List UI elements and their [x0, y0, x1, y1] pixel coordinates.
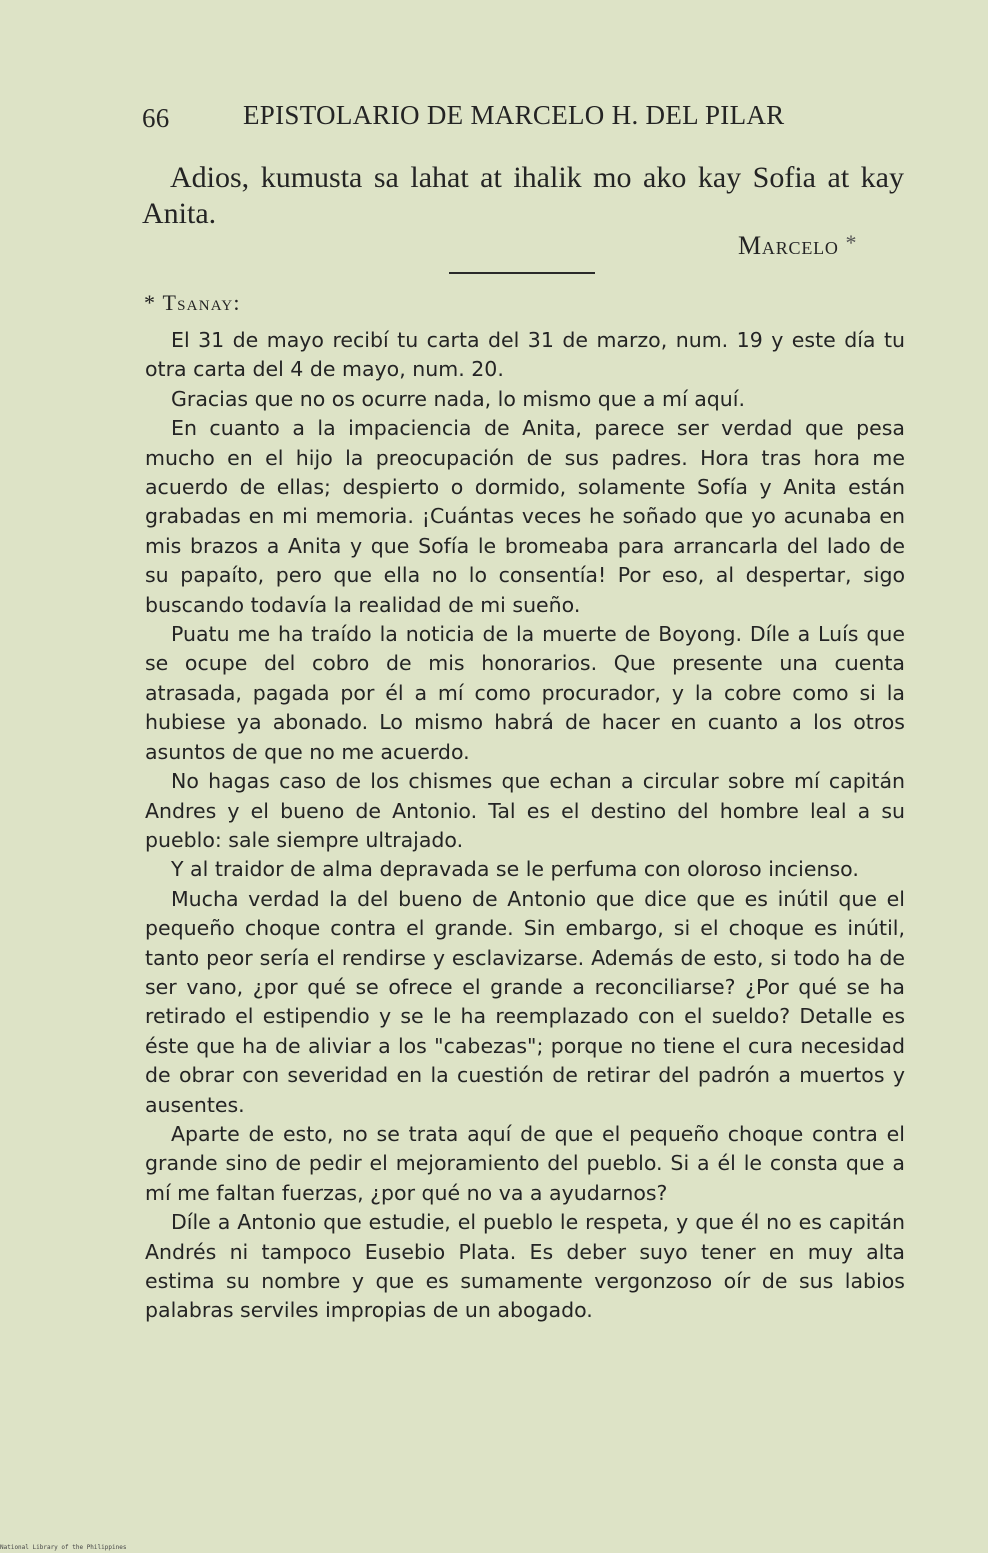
- letter-closing: Adios, kumusta sa lahat at ihalik mo ako kay Sofia at kay Anita.: [142, 161, 904, 230]
- paragraph: Gracias que no os ocurre nada, lo mismo que a mí aquí.: [171, 386, 745, 411]
- paragraph: Aparte de esto, no se trata aquí de que el pequeño choque contra el grande sino de pedir el mejoramiento del pueblo. Si a él le consta que a mí me faltan fuerzas, ¿por qué no va a ayudarnos?: [145, 1121, 905, 1205]
- signature: [738, 230, 857, 261]
- page-number: 66: [142, 103, 170, 133]
- footnote-asterisk: *: [845, 230, 858, 255]
- paragraph: No hagas caso de los chismes que echan a circular sobre mí capitán Andres y el bueno de Antonio. Tal es el destino del hombre leal a su pueblo: sale siempre ultrajado.: [145, 769, 905, 852]
- paragraph: Mucha verdad la del bueno de Antonio que dice que es inútil que el pequeño choque contra el grande. Sin embargo, si el choque es inútil, tanto peor sería el rendirse y esclavizarse. Además de esto, si todo ha de ser vano, ¿por qué se ofrece el grande a reconciliarse? ¿Por qué se ha retirado el estipendio y se le ha reemplazado con el sueldo? Detalle es éste que ha de aliviar a los "cabezas"; porque no tiene el cura necesidad de obrar con severidad en la cuestión de retirar del padrón a muertos y ausentes.: [145, 886, 905, 1117]
- translation-body: [145, 326, 905, 1326]
- paragraph: El 31 de mayo recibí tu carta del 31 de marzo, num. 19 y este día tu otra carta del 4 de mayo, num. 20.: [145, 328, 905, 382]
- paragraph: Puatu me ha traído la noticia de la muerte de Boyong. Díle a Luís que se ocupe del cobro de mis honorarios. Que presente una cuenta atrasada, pagada por él a mí como procurador, y la cobre como si la hubiese ya abonado. Lo mismo habrá de hacer en cuanto a los otros asuntos de que no me acuerdo.: [145, 622, 905, 764]
- paragraph: Y al traidor de alma depravada se le perfuma con oloroso incienso.: [171, 857, 859, 882]
- paragraph: Díle a Antonio que estudie, el pueblo le respeta, y que él no es capitán Andrés ni tampoco Eusebio Plata. Es deber suyo tener en muy alta estima su nombre y que es sumamente vergonzoso oír de sus labios palabras serviles impropias de un abogado.: [145, 1210, 905, 1323]
- paragraph: En cuanto a la impaciencia de Anita, parece ser verdad que pesa mucho en el hijo la preocupación de sus padres. Hora tras hora me acuerdo de ellas; despierto o dormido, solamente Sofía y Anita están grabadas en mi memoria. ¡Cuántas veces he soñado que yo acunaba en mis brazos a Anita y que Sofía le bromeaba para arrancarla del lado de su papaíto, pero que ella no lo consentía! Por eso, al despertar, sigo buscando todavía la realidad de mi sueño.: [145, 416, 905, 617]
- running-title: EPISTOLARIO DE MARCELO H. DEL PILAR: [243, 100, 785, 130]
- signature-name: Marcelo: [738, 231, 839, 260]
- section-divider: [449, 272, 595, 274]
- page-header: [142, 100, 902, 143]
- library-credit: National Library of the Philippines: [0, 1544, 127, 1551]
- letter-closing-block: [142, 160, 904, 232]
- footnote-label: * Tsanay:: [144, 290, 241, 315]
